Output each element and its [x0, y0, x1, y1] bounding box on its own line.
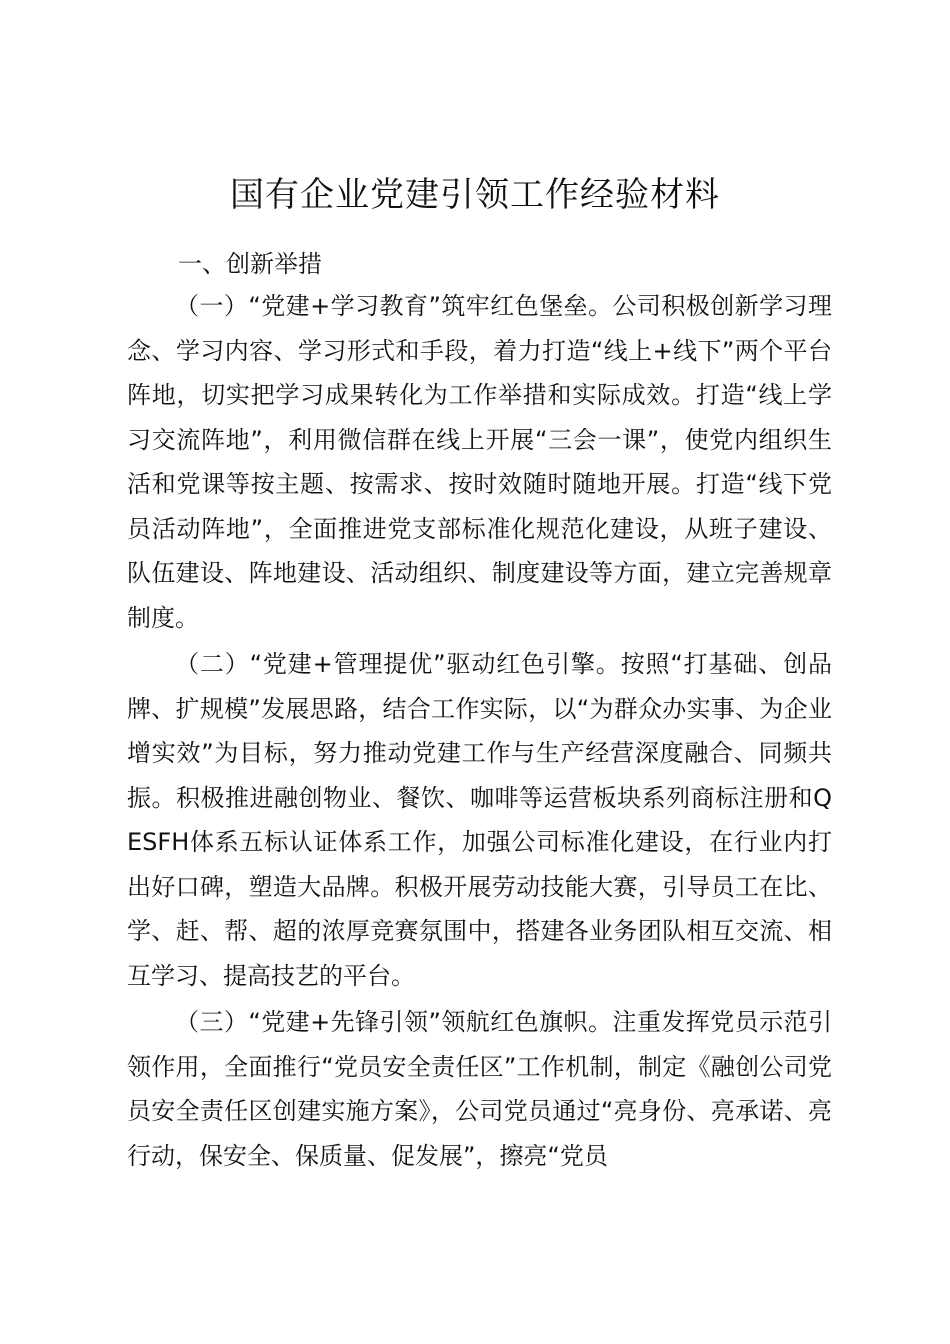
- paragraph-2: （二）“党建+管理提优”驱动红色引擎。按照“打基础、创品牌、扩规模”发展思路，结合工作实际，以“为群众办实事、为企业增实效”为目标，努力推动党建工作与生产经营深度融合、同频共振。积极推进融创物业、餐饮、咖啡等运营板块系列商标注册和QESFH体系五标认证体系工作，加强公司标准化建设，在行业内打出好口碑，塑造大品牌。积极开展劳动技能大赛，引导员工在比、学、赶、帮、超的浓厚竞赛氛围中，搭建各业务团队相互交流、相互学习、提高技艺的平台。: [127, 650, 832, 990]
- section-heading: 一、创新举措: [178, 250, 322, 278]
- paragraph-1: （一）“党建+学习教育”筑牢红色堡垒。公司积极创新学习理念、学习内容、学习形式和手段，着力打造“线上+线下”两个平台阵地，切实把学习成果转化为工作举措和实际成效。打造“线上学习交流阵地”，利用微信群在线上开展“三会一课”，使党内组织生活和党课等按主题、按需求、按时效随时随地开展。打造“线下党员活动阵地”，全面推进党支部标准化规范化建设，从班子建设、队伍建设、阵地建设、活动组织、制度建设等方面，建立完善规章制度。: [127, 292, 832, 632]
- paragraph-3: （三）“党建+先锋引领”领航红色旗帜。注重发挥党员示范引领作用，全面推行“党员安全责任区”工作机制，制定《融创公司党员安全责任区创建实施方案》，公司党员通过“亮身份、亮承诺、亮行动，保安全、保质量、促发展”，擦亮“党员: [127, 1008, 832, 1170]
- document-title: 国有企业党建引领工作经验材料: [230, 175, 720, 215]
